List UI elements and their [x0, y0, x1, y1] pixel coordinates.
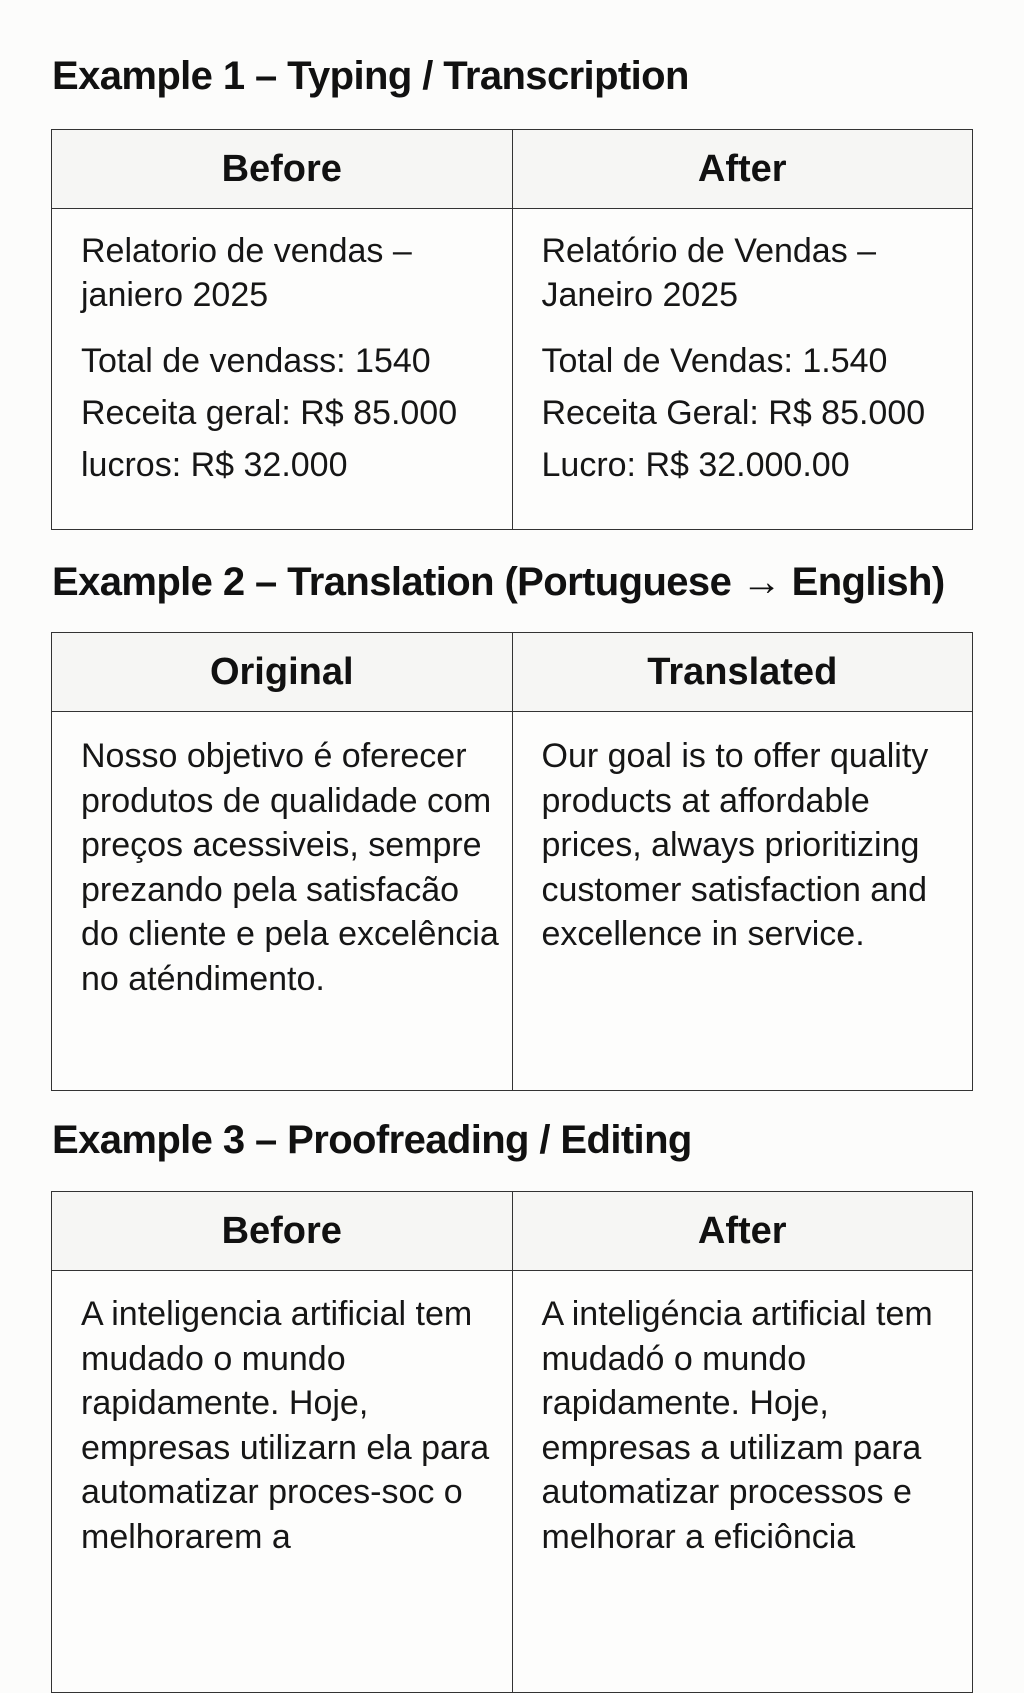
original-text: Nosso objetivo é oferecer produtos de qualidade com preços acessiveis, sempre prezando pela satisfacão do cliente e pela excelência no aténdimento.: [81, 737, 499, 998]
table-header-row: [52, 1192, 973, 1271]
after-header: After: [512, 1192, 973, 1271]
report-title-line: Relatorio de vendas –: [81, 232, 412, 270]
profit-line: Lucro: R$ 32.000.00: [541, 446, 850, 484]
table-row: [52, 712, 973, 1091]
translated-header: Translated: [512, 633, 973, 712]
after-header: After: [512, 130, 973, 209]
report-date-line: janiero 2025: [81, 276, 269, 314]
total-sales-line: Total de vendass: 1540: [81, 342, 431, 380]
example-1-table: [51, 129, 973, 530]
revenue-line: Receita Geral: R$ 85.000: [541, 394, 926, 432]
before-text: A inteligencia artificial tem mudado o mundo rapidamente. Hoje, empresas utilizarn ela para automatizar proces-soc o melhorarem a: [81, 1295, 490, 1556]
table-row: [52, 209, 973, 530]
report-title-line: Relatório de Vendas –: [541, 232, 877, 270]
table-row: [52, 1271, 973, 1693]
before-cell: [52, 1271, 513, 1693]
example-2-heading: Example 2 – Translation (Portuguese → English): [52, 560, 945, 604]
after-text: A inteligéncia artificial tem mudadó o mundo rapidamente. Hoje, empresas a utilizam para automatizar processos e melhorar a eficiôncia: [541, 1295, 933, 1556]
before-cell: [52, 209, 513, 530]
profit-line: lucros: R$ 32.000: [81, 446, 348, 484]
example-2-table: [51, 632, 973, 1091]
original-header: Original: [52, 633, 513, 712]
example-3-table: [51, 1191, 973, 1693]
before-header: Before: [52, 130, 513, 209]
revenue-line: Receita geral: R$ 85.000: [81, 394, 458, 432]
translated-cell: [512, 712, 973, 1091]
after-cell: [512, 1271, 973, 1693]
before-header: Before: [52, 1192, 513, 1271]
translated-text: Our goal is to offer quality products at affordable prices, always prioritizing customer satisfaction and excellence in service.: [541, 737, 929, 953]
table-header-row: [52, 633, 973, 712]
original-cell: [52, 712, 513, 1091]
total-sales-line: Total de Vendas: 1.540: [541, 342, 888, 380]
report-date-line: Janeiro 2025: [541, 276, 739, 314]
example-1-heading: Example 1 – Typing / Transcription: [52, 54, 689, 98]
table-header-row: [52, 130, 973, 209]
example-3-heading: Example 3 – Proofreading / Editing: [52, 1118, 692, 1162]
after-cell: [512, 209, 973, 530]
